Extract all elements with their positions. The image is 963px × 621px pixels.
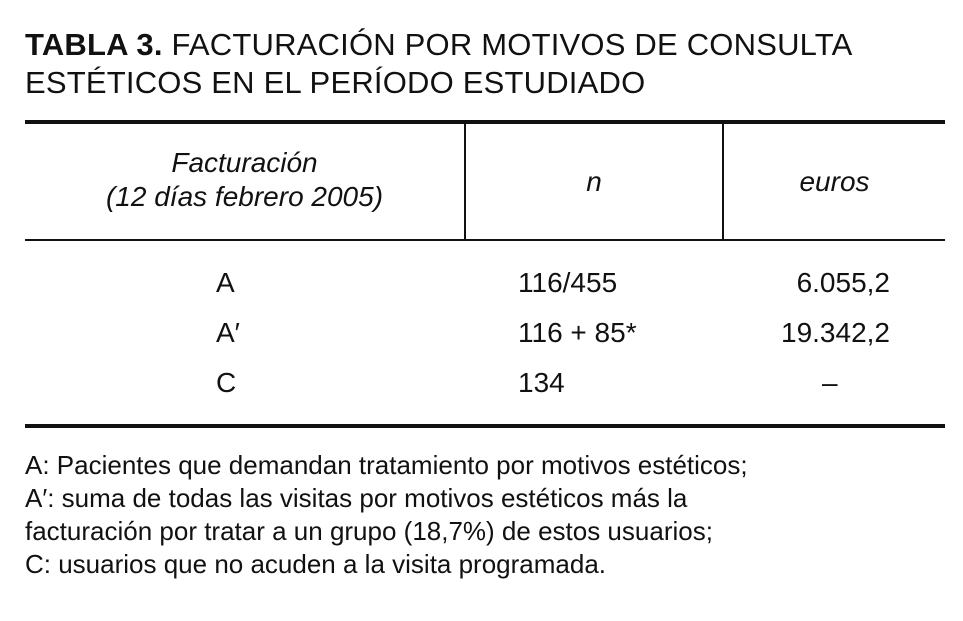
row-3-n: 134	[518, 367, 565, 398]
title-line-2: ESTÉTICOS EN EL PERÍODO ESTUDIADO	[25, 65, 646, 100]
column-header-n: n	[586, 166, 602, 197]
row-1-euros: 6.055,2	[796, 267, 890, 298]
row-2-label: A′	[216, 317, 240, 348]
footnote-line-1: A: Pacientes que demandan tratamiento por motivos estéticos;	[25, 450, 748, 480]
column-header-facturacion	[25, 146, 464, 214]
row-1-label: A	[216, 267, 235, 298]
footnote-line-2: A′: suma de todas las visitas por motivos estéticos más la	[25, 483, 688, 513]
row-2-n: 116 + 85*	[518, 317, 637, 348]
table-number: TABLA 3.	[25, 27, 163, 62]
column-header-euros: euros	[799, 166, 870, 197]
footnote-line-4: C: usuarios que no acuden a la visita programada.	[25, 549, 607, 579]
header-bottom-rule	[25, 239, 945, 241]
row-1-n: 116/455	[518, 267, 618, 298]
table-bottom-rule	[25, 424, 945, 428]
row-2-euros: 19.342,2	[781, 317, 890, 348]
table-top-rule	[25, 120, 945, 124]
table-title	[25, 26, 945, 102]
table-footnotes	[25, 449, 945, 581]
title-line-1: FACTURACIÓN POR MOTIVOS DE CONSULTA	[171, 27, 853, 62]
row-3-label: C	[216, 367, 237, 398]
column-header-facturacion-line-1: Facturación	[171, 147, 318, 178]
footnote-line-3: facturación por tratar a un grupo (18,7%) de estos usuarios;	[25, 516, 713, 546]
row-3-euros: –	[822, 367, 838, 398]
column-header-facturacion-line-2: (12 días febrero 2005)	[105, 181, 384, 212]
